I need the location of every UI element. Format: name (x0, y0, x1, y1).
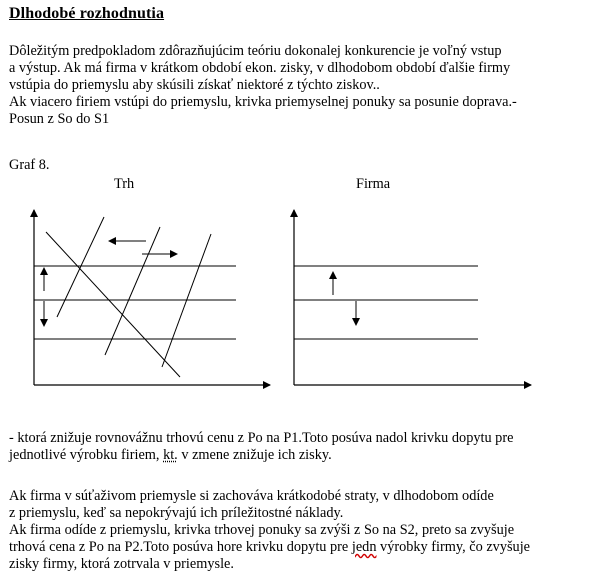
intro-line: a výstup. Ak má firma v krátkom období ekon. zisky, v dlhodobom období ďalšie firmy (9, 60, 511, 76)
exit-line: Ak firma odíde z priemyslu, krivka trhovej ponuky sa zvýši z So na S2, preto sa zvyšuje (9, 522, 515, 538)
after-graph-line: - ktorá znižuje rovnovážnu trhovú cenu z Po na P1.Toto posúva nadol krivku dopytu pre (9, 430, 514, 446)
firm-graph-label: Firma (356, 176, 391, 192)
spellcheck-word-jedn: jedn (351, 539, 377, 555)
exit-paragraph (9, 488, 530, 573)
page-title: Dlhodobé rozhodnutia (9, 5, 165, 22)
intro-line: Posun z So do S1 (9, 111, 110, 127)
after-graph-line: v zmene znižuje ich zisky. (177, 447, 332, 463)
intro-line: vstúpia do priemyslu aby skúsili získať niektoré z týchto ziskov.. (9, 77, 380, 93)
intro-line: Dôležitým predpokladom zdôrazňujúcim teóriu dokonalej konkurencie je voľný vstup (9, 43, 502, 59)
exit-line: trhová cena z Po na P2.Toto posúva hore krivku dopytu pre (9, 539, 352, 555)
after-graph-line: jednotlivé výrobku firiem, (9, 447, 164, 463)
after-graph-paragraph (9, 430, 513, 464)
market-graph (34, 210, 270, 385)
market-graph-label: Trh (114, 176, 135, 192)
exit-line: z priemyslu, keď sa nepokrývajú ich príležitostné náklady. (9, 505, 344, 521)
exit-line: zisky firmy, ktorá zotrvala v priemysle. (9, 556, 234, 572)
market-supply-curve (57, 217, 104, 317)
graph-caption: Graf 8. (9, 157, 50, 173)
exit-line: Ak firma v súťaživom priemysle si zachováva krátkodobé straty, v dlhodobom odíde (9, 488, 494, 504)
market-supply-curve (105, 227, 160, 355)
firm-graph (294, 210, 531, 385)
exit-line: výrobky firmy, čo zvyšuje (376, 539, 531, 555)
intro-line: Ak viacero firiem vstúpi do priemyslu, krivka priemyselnej ponuky sa posunie doprava.- (9, 94, 517, 110)
abbreviation-kt: kt. (163, 447, 178, 463)
